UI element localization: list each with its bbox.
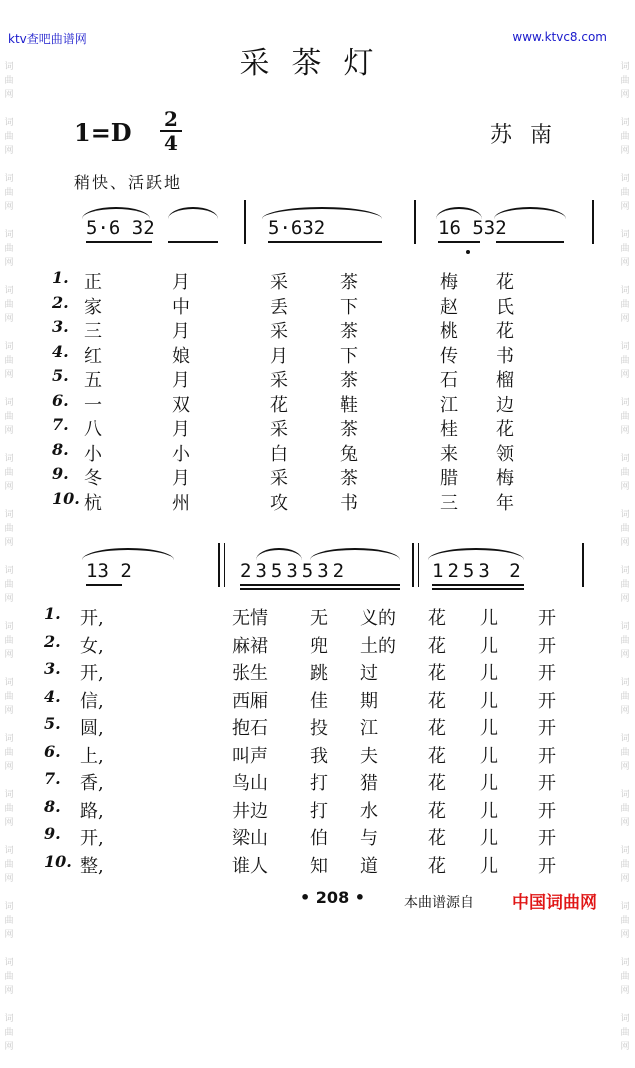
lyric-line — [0, 769, 635, 795]
staff-2 — [0, 538, 635, 598]
lyric-line — [0, 293, 635, 319]
lyric-syllable: 五 — [84, 370, 102, 391]
side-watermark-right: 词 曲 网 词 曲 网 词 曲 网 词 曲 网 词 曲 网 词 曲 网 词 曲 网 词 曲 网 词 曲 网 词 曲 网 词 曲 网 词 曲 网 词 曲 网 词 曲 网 词 曲 网 词 曲 网 词 曲 网 词 曲 网 — [620, 62, 630, 1052]
lyric-syllable: 娘 — [172, 345, 190, 367]
lyric-syllable: 来 — [440, 443, 458, 465]
lyric-syllable: 鸟山 — [232, 773, 268, 794]
lyric-syllable: 采 — [270, 321, 288, 342]
lyric-syllable: 叫声 — [232, 745, 268, 767]
lyric-syllable: 儿 — [480, 718, 498, 739]
side-watermark-left: 词 曲 网 词 曲 网 词 曲 网 词 曲 网 词 曲 网 词 曲 网 词 曲 网 词 曲 网 词 曲 网 词 曲 网 词 曲 网 词 曲 网 词 曲 网 词 曲 网 词 曲 网 词 曲 网 词 曲 网 词 曲 网 — [4, 62, 14, 1052]
lyric-syllable: 开, — [80, 608, 104, 629]
lyric-line — [0, 687, 635, 713]
lyric-syllable: 一 — [84, 394, 102, 416]
lyric-line — [0, 440, 635, 466]
lyric-syllable: 过 — [360, 663, 378, 684]
lyric-syllable: 边 — [496, 394, 514, 416]
lyric-syllable: 上, — [80, 745, 104, 767]
verse-number: 9. — [52, 464, 69, 483]
lyric-syllable: 腊 — [440, 468, 458, 489]
lyric-syllable: 丢 — [270, 296, 288, 318]
lyric-syllable: 花 — [428, 745, 446, 767]
lyric-syllable: 圆, — [80, 718, 104, 739]
verse-number: 1. — [44, 604, 61, 623]
lyric-syllable: 花 — [428, 635, 446, 657]
page-number: • 208 • — [300, 888, 365, 907]
verse-number: 5. — [52, 366, 69, 385]
lyric-line — [0, 317, 635, 343]
measure: 1253 2 — [432, 560, 525, 582]
lyric-syllable: 领 — [496, 443, 514, 465]
lyric-syllable: 开 — [538, 773, 556, 794]
lyric-syllable: 香, — [80, 773, 104, 794]
verse-number: 4. — [44, 686, 61, 706]
key-signature: 1=D — [74, 118, 132, 147]
lyric-syllable: 无情 — [232, 608, 268, 629]
lyric-syllable: 花 — [428, 663, 446, 684]
lyric-syllable: 月 — [172, 272, 190, 293]
lyric-syllable: 茶 — [340, 272, 358, 293]
lyric-syllable: 花 — [270, 394, 288, 416]
lyric-syllable: 茶 — [340, 321, 358, 342]
time-signature-bottom: 4 — [160, 130, 182, 154]
source-label: 本曲谱源自 — [404, 895, 474, 911]
measure: 13 2 — [86, 560, 132, 582]
lyric-syllable: 花 — [428, 690, 446, 712]
region-label: 苏南 — [490, 123, 571, 148]
lyric-syllable: 花 — [428, 855, 446, 877]
lyric-syllable: 谁人 — [232, 855, 268, 877]
lyric-syllable: 梅 — [496, 468, 514, 489]
watermark-left: ktv查吧曲谱网 — [8, 32, 87, 46]
lyric-syllable: 花 — [428, 828, 446, 849]
time-signature-top: 2 — [164, 107, 178, 131]
tempo-marking: 稍快、活跃地 — [74, 173, 183, 192]
verse-number: 4. — [52, 341, 69, 361]
lyric-syllable: 小 — [172, 443, 190, 465]
watermark-right: www.ktvc8.com — [512, 30, 607, 44]
lyric-syllable: 整, — [80, 855, 104, 877]
lyric-syllable: 正 — [84, 272, 102, 293]
lyric-line — [0, 464, 635, 490]
lyric-syllable: 期 — [360, 690, 378, 712]
lyric-syllable: 茶 — [340, 419, 358, 440]
lyric-syllable: 儿 — [480, 663, 498, 684]
verse-number: 3. — [52, 317, 69, 336]
lyric-syllable: 开, — [80, 663, 104, 684]
lyric-line — [0, 632, 635, 658]
lyric-syllable: 冬 — [84, 468, 102, 489]
lyric-syllable: 猎 — [360, 773, 378, 794]
lyric-syllable: 儿 — [480, 800, 498, 822]
verse-number: 8. — [44, 796, 61, 816]
verse-number: 6. — [44, 741, 61, 761]
verse-number: 3. — [44, 659, 61, 678]
lyric-syllable: 梁山 — [232, 828, 268, 849]
verse-number: 2. — [44, 631, 61, 651]
lyric-line — [0, 268, 635, 294]
lyric-syllable: 书 — [496, 345, 514, 367]
lyric-syllable: 江 — [440, 394, 458, 416]
lyric-syllable: 知 — [310, 855, 328, 877]
lyric-syllable: 信, — [80, 690, 104, 712]
lyric-syllable: 开 — [538, 745, 556, 767]
lyric-syllable: 传 — [440, 345, 458, 367]
lyric-syllable: 夫 — [360, 745, 378, 767]
lyric-syllable: 水 — [360, 800, 378, 822]
lyric-syllable: 兜 — [310, 635, 328, 657]
lyric-syllable: 鞋 — [340, 394, 358, 416]
lyric-syllable: 路, — [80, 800, 104, 822]
lyric-syllable: 儿 — [480, 828, 498, 849]
lyric-syllable: 女, — [80, 635, 104, 657]
lyric-line — [0, 489, 635, 515]
lyric-syllable: 打 — [310, 773, 328, 794]
lyric-syllable: 赵 — [440, 296, 458, 318]
measure: 2353532 — [240, 560, 349, 582]
lyric-syllable: 花 — [496, 321, 514, 342]
lyric-syllable: 桃 — [440, 321, 458, 342]
time-signature — [160, 108, 182, 154]
lyric-syllable: 道 — [360, 855, 378, 877]
verse-number: 5. — [44, 714, 61, 733]
measure: 16 532 — [438, 217, 507, 239]
lyric-syllable: 儿 — [480, 690, 498, 712]
lyric-syllable: 开 — [538, 828, 556, 849]
lyric-syllable: 采 — [270, 419, 288, 440]
lyric-syllable: 月 — [172, 370, 190, 391]
lyric-syllable: 梅 — [440, 272, 458, 293]
verse-number: 7. — [52, 415, 69, 434]
lyric-syllable: 与 — [360, 828, 378, 849]
lyric-syllable: 开, — [80, 828, 104, 849]
lyric-syllable: 茶 — [340, 370, 358, 391]
lyric-line — [0, 342, 635, 368]
lyric-syllable: 小 — [84, 443, 102, 465]
verse-number: 10. — [52, 488, 80, 508]
lyric-syllable: 花 — [496, 419, 514, 440]
lyric-syllable: 红 — [84, 345, 102, 367]
measure: 5·632 — [268, 217, 326, 239]
lyric-syllable: 月 — [270, 345, 288, 367]
verse-number: 9. — [44, 824, 61, 843]
site-logo-text: 中国词曲网 — [512, 893, 597, 913]
verse-number: 10. — [44, 851, 72, 871]
lyric-syllable: 伯 — [310, 828, 328, 849]
lyric-syllable: 开 — [538, 800, 556, 822]
verse-number: 6. — [52, 390, 69, 410]
lyric-line — [0, 852, 635, 878]
lyric-syllable: 州 — [172, 492, 190, 514]
lyric-syllable: 三 — [440, 492, 458, 514]
lyric-syllable: 双 — [172, 394, 190, 416]
lyric-syllable: 抱石 — [232, 718, 268, 739]
lyric-syllable: 中 — [172, 296, 190, 318]
lyric-syllable: 下 — [340, 296, 358, 318]
lyric-syllable: 三 — [84, 321, 102, 342]
lyric-syllable: 桂 — [440, 419, 458, 440]
lyric-syllable: 井边 — [232, 800, 268, 822]
lyric-syllable: 采 — [270, 272, 288, 293]
lyric-syllable: 无 — [310, 608, 328, 629]
lyric-syllable: 茶 — [340, 468, 358, 489]
measure: 5·6 32 — [86, 217, 155, 239]
lyric-line — [0, 824, 635, 850]
lyric-syllable: 儿 — [480, 745, 498, 767]
lyric-line — [0, 714, 635, 740]
lyric-syllable: 采 — [270, 468, 288, 489]
lyric-syllable: 打 — [310, 800, 328, 822]
lyric-syllable: 开 — [538, 663, 556, 684]
lyric-syllable: 投 — [310, 718, 328, 739]
staff-1 — [0, 195, 635, 255]
lyric-syllable: 榴 — [496, 370, 514, 391]
lyric-line — [0, 391, 635, 417]
lyric-syllable: 义的 — [360, 608, 396, 629]
lyric-syllable: 家 — [84, 296, 102, 318]
song-title: 采茶灯 — [239, 46, 396, 81]
lyric-syllable: 下 — [340, 345, 358, 367]
lyric-syllable: 书 — [340, 492, 358, 514]
verse-number: 8. — [52, 439, 69, 459]
lyric-syllable: 石 — [440, 370, 458, 391]
lyric-line — [0, 366, 635, 392]
lyric-syllable: 月 — [172, 419, 190, 440]
lyric-syllable: 麻裙 — [232, 635, 268, 657]
lyric-syllable: 儿 — [480, 608, 498, 629]
lyric-syllable: 攻 — [270, 492, 288, 514]
lyric-syllable: 花 — [428, 718, 446, 739]
lyric-syllable: 儿 — [480, 855, 498, 877]
lyric-syllable: 土的 — [360, 635, 396, 657]
lyric-line — [0, 742, 635, 768]
lyric-line — [0, 797, 635, 823]
lyric-syllable: 兔 — [340, 443, 358, 465]
lyric-syllable: 佳 — [310, 690, 328, 712]
lyric-syllable: 白 — [270, 443, 288, 465]
lyric-syllable: 我 — [310, 745, 328, 767]
lyric-syllable: 杭 — [84, 492, 102, 514]
lyric-syllable: 年 — [496, 492, 514, 514]
lyric-syllable: 氏 — [496, 296, 514, 318]
lyric-syllable: 花 — [428, 773, 446, 794]
lyric-syllable: 花 — [428, 608, 446, 629]
lyric-syllable: 儿 — [480, 773, 498, 794]
lyric-syllable: 开 — [538, 608, 556, 629]
lyric-line — [0, 604, 635, 630]
lyric-syllable: 西厢 — [232, 690, 268, 712]
lyric-syllable: 采 — [270, 370, 288, 391]
lyric-syllable: 张生 — [232, 663, 268, 684]
lyric-syllable: 开 — [538, 690, 556, 712]
verse-number: 2. — [52, 292, 69, 312]
lyric-syllable: 儿 — [480, 635, 498, 657]
lyric-syllable: 跳 — [310, 663, 328, 684]
lyric-line — [0, 659, 635, 685]
lyric-syllable: 八 — [84, 419, 102, 440]
lyric-syllable: 月 — [172, 321, 190, 342]
lyric-syllable: 月 — [172, 468, 190, 489]
lyric-syllable: 花 — [496, 272, 514, 293]
lyric-syllable: 花 — [428, 800, 446, 822]
lyric-syllable: 开 — [538, 635, 556, 657]
verse-number: 7. — [44, 769, 61, 788]
lyric-syllable: 开 — [538, 718, 556, 739]
lyric-syllable: 开 — [538, 855, 556, 877]
verse-number: 1. — [52, 268, 69, 287]
lyric-line — [0, 415, 635, 441]
lyric-syllable: 江 — [360, 718, 378, 739]
